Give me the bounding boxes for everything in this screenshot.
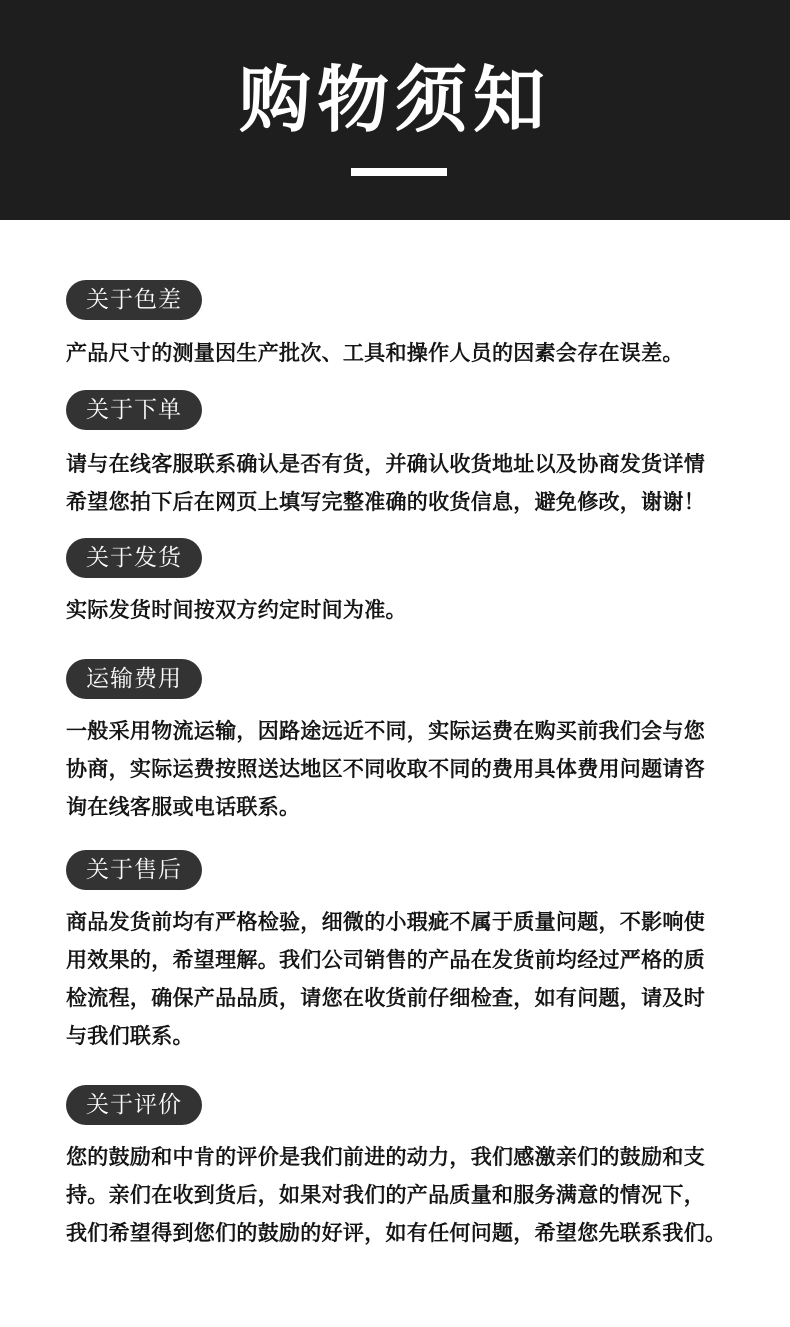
page-title: 购物须知 [238,58,551,142]
section-label: 关于发货 [66,538,202,578]
section-text: 实际发货时间按双方约定时间为准。 [66,598,407,622]
section-label: 关于售后 [66,850,202,890]
section-text: 产品尺寸的测量因生产批次、工具和操作人员的因素会存在误差。 [66,341,684,365]
section-text: 您的鼓励和中肯的评价是我们前进的动力，我们感激亲们的鼓励和支 持。亲们在收到货后，如果对我们的产品质量和服务满意的情况下， 我们希望得到您们的鼓励的好评，如有任何问题，希望您先联系我们。 [66,1145,727,1245]
section-label: 关于下单 [66,390,202,430]
section-label: 运输费用 [66,659,202,699]
section-text: 请与在线客服联系确认是否有货，并确认收货地址以及协商发货详情 希望您拍下后在网页上填写完整准确的收货信息，避免修改，谢谢！ [66,452,705,514]
title-underline [351,168,447,176]
section-text: 一般采用物流运输，因路途远近不同，实际运费在购买前我们会与您 协商，实际运费按照送达地区不同收取不同的费用具体费用问题请咨 询在线客服或电话联系。 [66,719,705,819]
section-label: 关于色差 [66,280,202,320]
section-text: 商品发货前均有严格检验，细微的小瑕疵不属于质量问题，不影响使 用效果的，希望理解。我们公司销售的产品在发货前均经过严格的质 检流程，确保产品品质，请您在收货前仔细检查，如有问题，请及时 与我们联系。 [66,910,705,1048]
section-label: 关于评价 [66,1085,202,1125]
page-header [0,0,790,220]
